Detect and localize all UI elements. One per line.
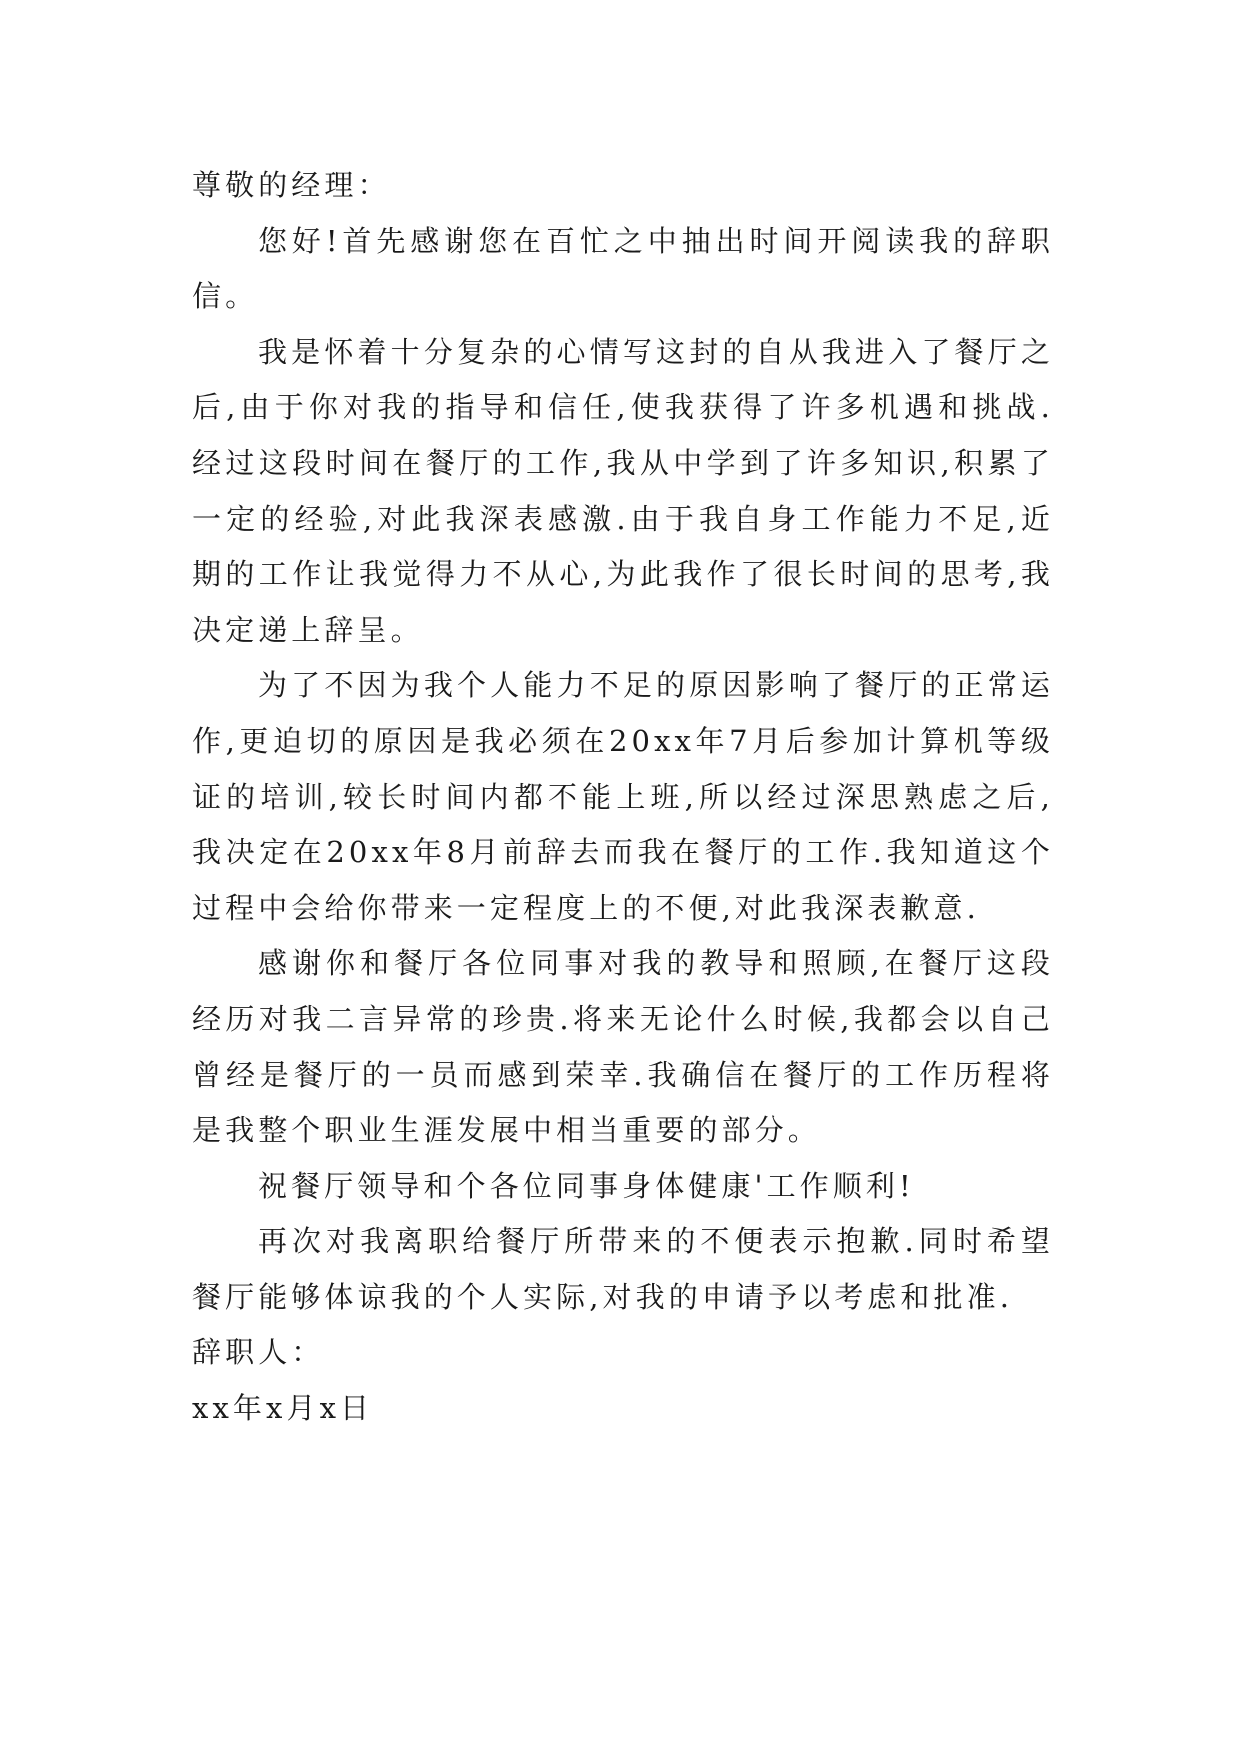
- resignation-letter: [192, 158, 1054, 1437]
- paragraph-plan: 为了不因为我个人能力不足的原因影响了餐厅的正常运作,更迫切的原因是我必须在20xx年7月后参加计算机等级证的培训,较长时间内都不能上班,所以经过深思熟虑之后,我决定在20xx年8月前辞去而我在餐厅的工作.我知道这个过程中会给你带来一定程度上的不便,对此我深表歉意.: [192, 668, 1054, 925]
- paragraph-apology: 再次对我离职给餐厅所带来的不便表示抱歉.同时希望餐厅能够体谅我的个人实际,对我的申请予以考虑和批准.: [192, 1224, 1054, 1314]
- paragraph-wishes: 祝餐厅领导和个各位同事身体健康'工作顺利!: [258, 1168, 915, 1203]
- paragraph-reason: 我是怀着十分复杂的心情写这封的自从我进入了餐厅之后,由于你对我的指导和信任,使我获得了许多机遇和挑战.经过这段时间在餐厅的工作,我从中学到了许多知识,积累了一定的经验,对此我深表感激.由于我自身工作能力不足,近期的工作让我觉得力不从心,为此我作了很长时间的思考,我决定递上辞呈。: [192, 334, 1054, 647]
- paragraph-greeting: 您好!首先感谢您在百忙之中抽出时间开阅读我的辞职信。: [192, 223, 1054, 314]
- letter-date: xx年x月x日: [192, 1391, 374, 1426]
- paragraph-thanks: 感谢你和餐厅各位同事对我的教导和照顾,在餐厅这段经历对我二言异常的珍贵.将来无论什么时候,我都会以自己曾经是餐厅的一员而感到荣幸.我确信在餐厅的工作历程将是我整个职业生涯发展中相当重要的部分。: [192, 946, 1054, 1148]
- signer-label: 辞职人：: [192, 1335, 325, 1370]
- salutation: 尊敬的经理：: [192, 168, 391, 202]
